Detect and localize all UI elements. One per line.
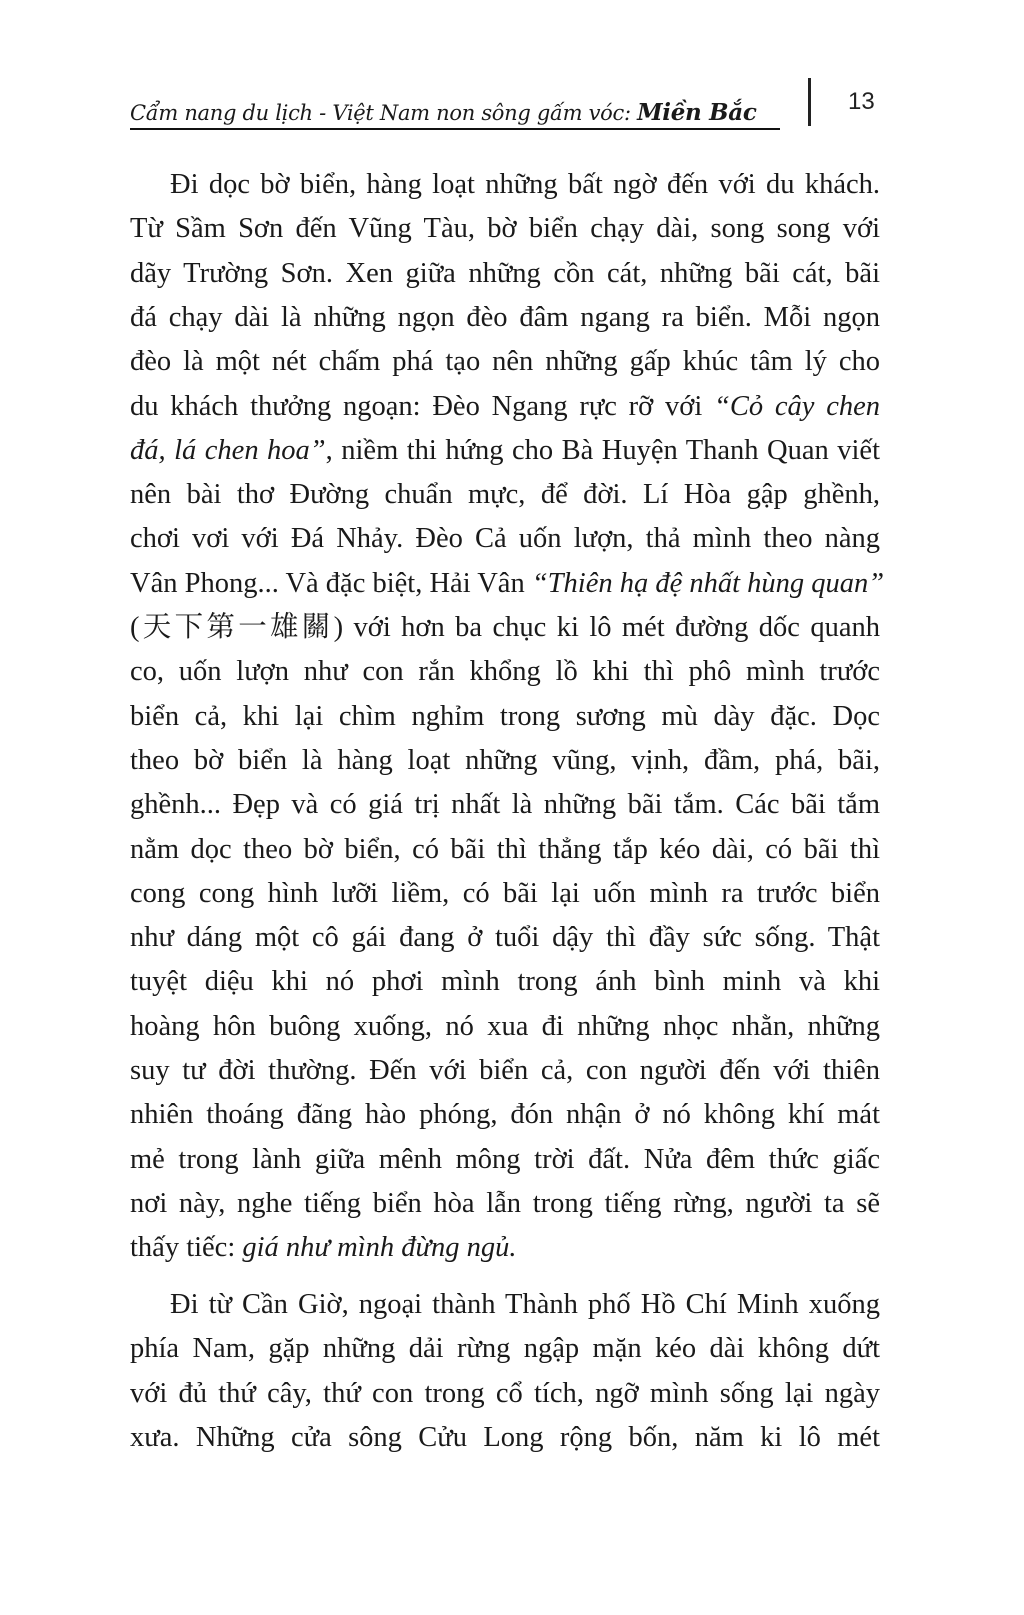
text-line bbox=[130, 207, 880, 251]
text-segment: nhiên thoáng đãng hào phóng, đón nhận ở nó không khí mát bbox=[130, 1099, 880, 1131]
page-number: 13 bbox=[848, 88, 875, 115]
text-line bbox=[130, 473, 880, 517]
text-line bbox=[170, 1283, 880, 1327]
text-line bbox=[130, 1226, 880, 1270]
text-segment: xưa. Những cửa sông Cửu Long rộng bốn, năm ki lô mét bbox=[130, 1421, 880, 1453]
text-segment: theo bờ biển là hàng loạt những vũng, vịnh, đầm, phá, bãi, bbox=[130, 744, 880, 776]
text-line bbox=[130, 1093, 880, 1137]
text-segment: dãy Trường Sơn. Xen giữa những cồn cát, những bãi cát, bãi bbox=[130, 257, 880, 289]
text-segment: Từ Sầm Sơn đến Vũng Tàu, bờ biển chạy dài, song song với bbox=[130, 213, 880, 245]
italic-text: “Thiên hạ đệ nhất hùng quan” bbox=[531, 567, 885, 599]
text-segment: phía Nam, gặp những dải rừng ngập mặn kéo dài không dứt bbox=[130, 1333, 880, 1365]
text-segment: thấy tiếc: bbox=[130, 1232, 243, 1264]
text-line bbox=[130, 606, 880, 650]
text-segment: như dáng một cô gái đang ở tuổi dậy thì đầy sức sống. Thật bbox=[130, 922, 880, 954]
text-segment: nằm dọc theo bờ biển, có bãi thì thẳng tắp kéo dài, có bãi thì bbox=[130, 833, 880, 865]
text-segment: mẻ trong lành giữa mênh mông trời đất. Nửa đêm thức giấc bbox=[130, 1143, 880, 1175]
text-segment: ghềnh... Đẹp và có giá trị nhất là những bãi tắm. Các bãi tắm bbox=[130, 789, 880, 821]
text-line bbox=[130, 1138, 880, 1182]
text-line bbox=[130, 695, 880, 739]
text-line bbox=[130, 1372, 880, 1416]
text-segment: du khách thưởng ngoạn: Đèo Ngang rực rỡ với bbox=[130, 390, 715, 422]
text-line bbox=[170, 163, 880, 207]
text-line bbox=[130, 828, 880, 872]
text-line bbox=[130, 739, 880, 783]
text-segment: cong cong hình lưỡi liềm, có bãi lại uốn mình ra trước biển bbox=[130, 877, 880, 909]
italic-text: đá, lá chen hoa” bbox=[130, 434, 326, 466]
text-segment: biển cả, khi lại chìm nghỉm trong sương mù dày đặc. Dọc bbox=[130, 700, 880, 732]
running-title-emphasis: Miền Bắc bbox=[637, 99, 757, 126]
text-segment: suy tư đời thường. Đến với biển cả, con người đến với thiên bbox=[130, 1055, 880, 1086]
text-segment: nơi này, nghe tiếng biển hòa lẫn trong tiếng rừng, người ta sẽ bbox=[130, 1187, 880, 1219]
running-title bbox=[130, 99, 757, 126]
running-title-main: Cẩm nang du lịch - Việt Nam non sông gấm vóc: bbox=[130, 101, 638, 125]
text-line bbox=[130, 1182, 880, 1226]
text-line bbox=[130, 783, 880, 827]
text-segment: đá chạy dài là những ngọn đèo đâm ngang ra biển. Mỗi ngọn bbox=[130, 301, 880, 333]
text-segment: (天下第一雄關) với hơn ba chục ki lô mét đường dốc quanh bbox=[130, 612, 880, 643]
header-divider bbox=[808, 78, 811, 126]
text-line bbox=[130, 385, 880, 429]
text-line bbox=[130, 916, 880, 960]
italic-text: “Cỏ cây chen bbox=[714, 390, 880, 422]
text-segment: co, uốn lượn như con rắn khổng lồ khi thì phô mình trước bbox=[130, 656, 880, 688]
text-segment: Vân Phong... Và đặc biệt, Hải Vân bbox=[130, 567, 532, 599]
text-line bbox=[130, 562, 885, 606]
text-line bbox=[130, 1049, 880, 1093]
text-segment: hoàng hôn buông xuống, nó xua đi những nhọc nhằn, những bbox=[130, 1010, 880, 1042]
text-segment: tuyệt diệu khi nó phơi mình trong ánh bình minh và khi bbox=[130, 966, 880, 998]
text-segment: đèo là một nét chấm phá tạo nên những gấp khúc tâm lý cho bbox=[130, 346, 880, 378]
text-segment: Đi từ Cần Giờ, ngoại thành Thành phố Hồ Chí Minh xuống bbox=[170, 1289, 880, 1320]
text-segment: , niềm thi hứng cho Bà Huyện Thanh Quan viết bbox=[325, 434, 880, 466]
text-line bbox=[130, 1327, 880, 1371]
text-segment: với đủ thứ cây, thứ con trong cổ tích, ngỡ mình sống lại ngày bbox=[130, 1377, 880, 1409]
text-line bbox=[130, 872, 880, 916]
text-line bbox=[130, 650, 880, 694]
text-segment: chơi vơi với Đá Nhảy. Đèo Cả uốn lượn, thả mình theo nàng bbox=[130, 523, 880, 555]
text-line bbox=[130, 340, 880, 384]
text-segment: nên bài thơ Đường chuẩn mực, để đời. Lí Hòa gập ghềnh, bbox=[130, 479, 880, 511]
text-line bbox=[130, 429, 880, 473]
text-line bbox=[130, 960, 880, 1004]
text-segment: Đi dọc bờ biển, hàng loạt những bất ngờ đến với du khách. bbox=[170, 169, 880, 200]
text-line bbox=[130, 517, 880, 561]
text-line bbox=[130, 1005, 880, 1049]
text-line bbox=[130, 252, 880, 296]
text-line bbox=[130, 1416, 880, 1460]
running-header bbox=[130, 88, 780, 130]
text-line bbox=[130, 296, 880, 340]
italic-text: giá như mình đừng ngủ. bbox=[242, 1232, 517, 1264]
